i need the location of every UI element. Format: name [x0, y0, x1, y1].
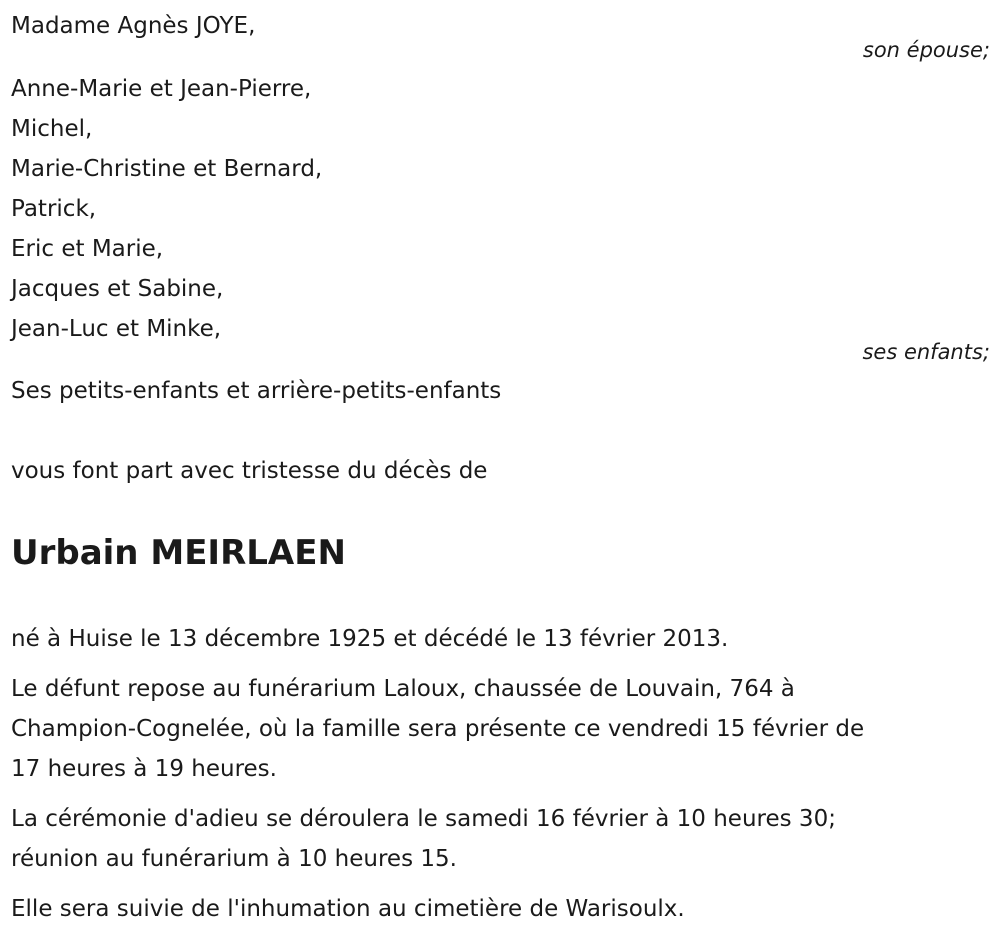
burial-line: Elle sera suivie de l'inhumation au cimetière de Warisoulx. — [11, 896, 685, 922]
grandchildren-line: Ses petits-enfants et arrière-petits-enfants — [11, 378, 502, 404]
ceremony-line: réunion au funérarium à 10 heures 15. — [11, 846, 457, 872]
spouse-role-label: son épouse; — [862, 38, 990, 62]
repose-line: 17 heures à 19 heures. — [11, 756, 277, 782]
child-entry: Patrick, — [11, 196, 97, 222]
deceased-name: Urbain MEIRLAEN — [11, 533, 346, 573]
children-role-label: ses enfants; — [862, 340, 990, 364]
child-entry: Marie-Christine et Bernard, — [11, 156, 323, 182]
repose-line: Le défunt repose au funérarium Laloux, chaussée de Louvain, 764 à — [11, 676, 795, 702]
spouse-name: Madame Agnès JOYE, — [11, 13, 256, 39]
announcement-line: vous font part avec tristesse du décès de — [11, 458, 488, 484]
repose-line: Champion-Cognelée, où la famille sera présente ce vendredi 15 février de — [11, 716, 865, 742]
child-entry: Jacques et Sabine, — [11, 276, 224, 302]
child-entry: Anne-Marie et Jean-Pierre, — [11, 76, 312, 102]
ceremony-line: La cérémonie d'adieu se déroulera le samedi 16 février à 10 heures 30; — [11, 806, 836, 832]
birth-death-line: né à Huise le 13 décembre 1925 et décédé le 13 février 2013. — [11, 626, 729, 652]
child-entry: Michel, — [11, 116, 93, 142]
child-entry: Eric et Marie, — [11, 236, 164, 262]
child-entry: Jean-Luc et Minke, — [11, 316, 222, 342]
